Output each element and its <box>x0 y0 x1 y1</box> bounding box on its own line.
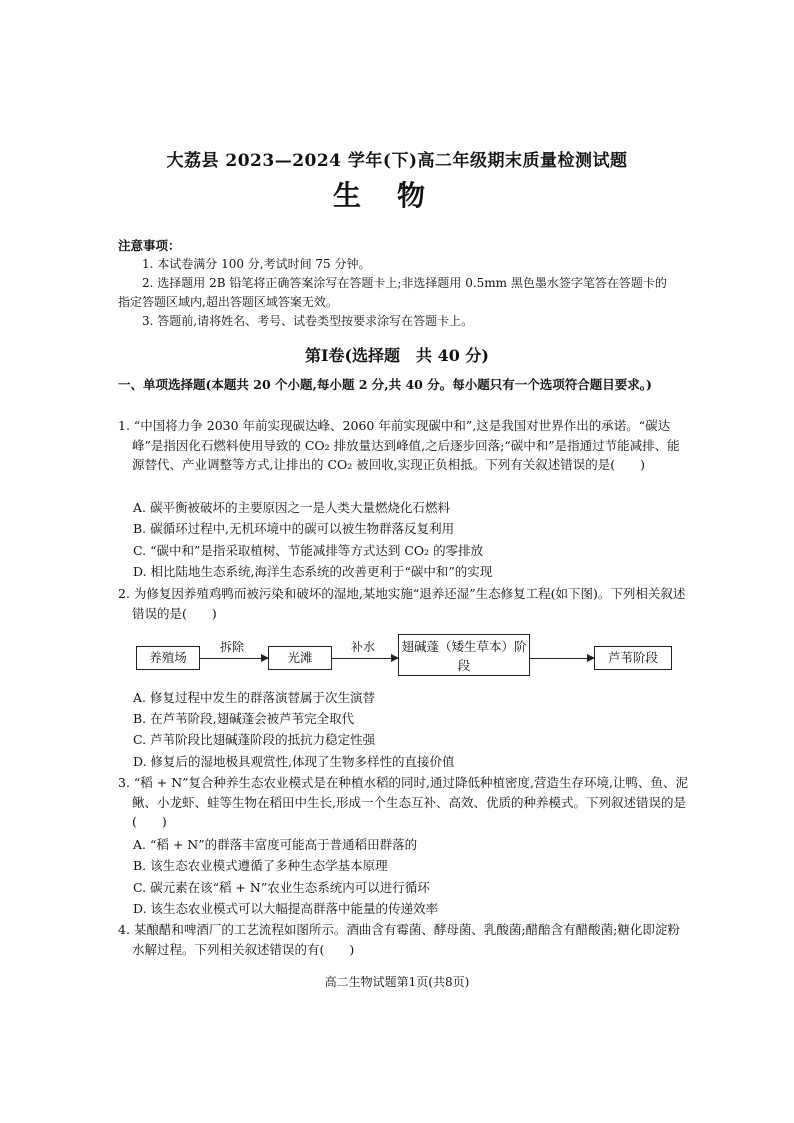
page-footer: 高二生物试题第1页(共8页) <box>324 975 470 989</box>
question-2-option-c: C. 芦苇阶段比翅碱蓬阶段的抵抗力稳定性强 <box>133 732 376 747</box>
question-3-stem: 3. “稻 + N”复合种养生态农业模式是在种植水稻的同时,通过降低种植密度,营造生存环境,让鸭、鱼、泥鳅、小龙虾、蛙等生物在稻田中生长,形成一个生态互补、高效、优质的种养模式。下列叙述错误的是( ) <box>118 775 688 829</box>
flow-arrow-3 <box>530 658 594 659</box>
flow-box-mudflat: 光滩 <box>268 646 332 670</box>
question-4-stem: 4. 某酿醋和啤酒厂的工艺流程如图所示。酒曲含有霉菌、酵母菌、乳酸菌;醋醅含有醋酸菌;糖化即淀粉水解过程。下列相关叙述错误的有( ) <box>118 922 680 957</box>
question-2-option-b: B. 在芦苇阶段,翅碱蓬会被芦苇完全取代 <box>133 711 355 726</box>
question-1-option-d: D. 相比陆地生态系统,海洋生态系统的改善更利于“碳中和”的实现 <box>133 564 493 579</box>
question-3-option-a: A. “稻 + N”的群落丰富度可能高于普通稻田群落的 <box>133 837 418 852</box>
flow-box-suaeda-stage: 翅碱蓬（矮生草本）阶段 <box>398 634 530 676</box>
question-1-stem: 1. “中国将力争 2030 年前实现碳达峰、2060 年前实现碳中和”,这是我国对世界作出的承诺。“碳达峰”是指因化石燃料使用导致的 CO₂ 排放量达到峰值,之后逐步回落;“碳中和”是指通过节能减排、能源替代、产业调整等方式,让排出的 CO₂ 被回收,实现正负相抵。下列有关叙述错误的是( ) <box>118 418 680 472</box>
question-1-option-c: C. “碳中和”是指采取植树、节能减排等方式达到 CO₂ 的零排放 <box>133 543 484 558</box>
question-3-option-b: B. 该生态农业模式遵循了多种生态学基本原理 <box>133 858 388 873</box>
flow-arrow-1 <box>200 658 268 659</box>
note-item-2: 2. 选择题用 2B 铅笔将正确答案涂写在答题卡上;非选择题用 0.5mm 黑色墨水签字笔答在答题卡的指定答题区域内,超出答题区域答案无效。 <box>118 276 667 309</box>
question-1-option-a: A. 碳平衡被破坏的主要原因之一是人类大量燃烧化石燃料 <box>133 500 450 515</box>
question-1-option-b: B. 碳循环过程中,无机环境中的碳可以被生物群落反复利用 <box>133 521 455 536</box>
flow-arrow-2 <box>332 658 398 659</box>
exam-title: 大荔县 2023—2024 学年(下)高二年级期末质量检测试题 <box>166 151 628 171</box>
question-3-option-c: C. 碳元素在该“稻 + N”农业生态系统内可以进行循环 <box>133 880 430 895</box>
question-3-option-d: D. 该生态农业模式可以大幅提高群落中能量的传递效率 <box>133 901 439 916</box>
restoration-flow-diagram <box>0 630 794 680</box>
flow-box-reed-stage: 芦苇阶段 <box>594 646 672 670</box>
note-item-1: 1. 本试卷满分 100 分,考试时间 75 分钟。 <box>142 257 371 271</box>
flow-arrow-label-2: 补水 <box>350 640 375 654</box>
question-type-heading: 一、单项选择题(本题共 20 个小题,每小题 2 分,共 40 分。每小题只有一个选项符合题目要求。) <box>118 377 652 392</box>
section-title: 第Ⅰ卷(选择题 共 40 分) <box>304 346 490 365</box>
flow-arrow-label-1: 拆除 <box>219 640 244 654</box>
question-2-stem: 2. 为修复因养殖鸡鸭而被污染和破坏的湿地,某地实施“退养还湿”生态修复工程(如下图)。下列相关叙述错误的是( ) <box>118 586 686 621</box>
question-2-option-a: A. 修复过程中发生的群落演替属于次生演替 <box>133 690 375 705</box>
flow-box-farm: 养殖场 <box>136 646 200 670</box>
notes-heading: 注意事项： <box>118 238 181 253</box>
question-2-option-d: D. 修复后的湿地极具观赏性,体现了生物多样性的直接价值 <box>133 754 455 769</box>
note-item-3: 3. 答题前,请将姓名、考号、试卷类型按要求涂写在答题卡上。 <box>142 314 474 328</box>
subject-title: 生物 <box>332 179 461 212</box>
